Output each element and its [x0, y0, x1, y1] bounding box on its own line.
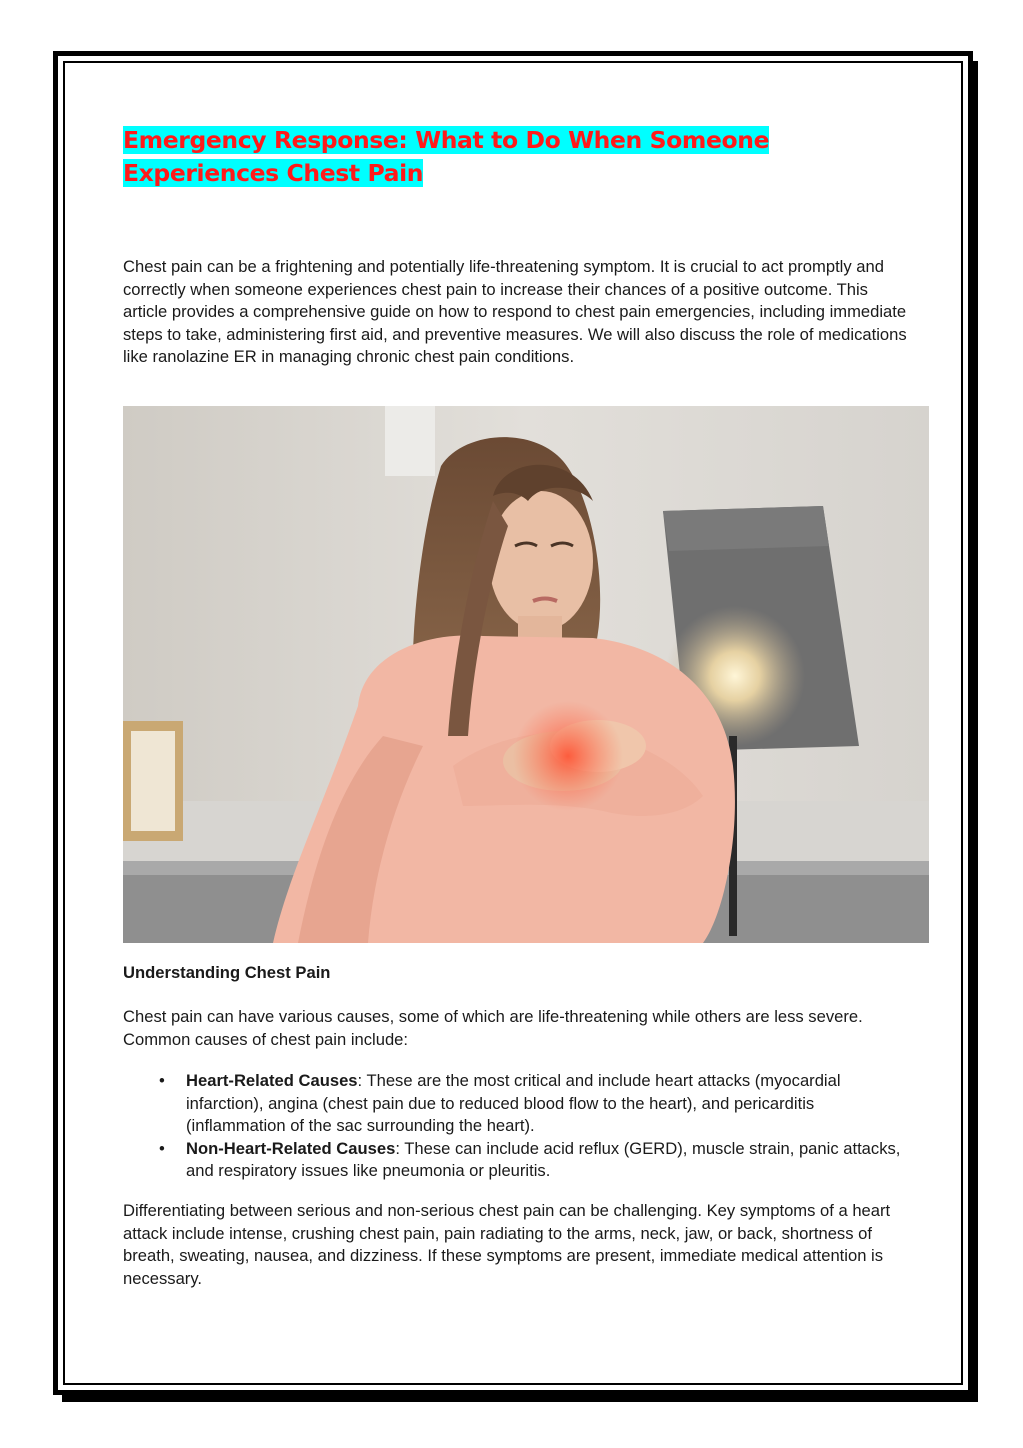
list-item	[123, 1138, 913, 1183]
bullet-text: : These are the most critical and include heart attacks (myocardial infarction), angina (chest pain due to reduced blood flow to the heart), and pericarditis (inflammation of the sac surrounding the heart).	[186, 1071, 841, 1135]
list-item	[123, 1070, 913, 1138]
bullet-term: Non-Heart-Related Causes	[186, 1138, 396, 1158]
article-title-text: Emergency Response: What to Do When Someone Experiences Chest Pain	[123, 126, 770, 187]
section-heading: Understanding Chest Pain	[123, 963, 331, 982]
bullet-term: Heart-Related Causes	[186, 1071, 358, 1090]
article-title	[123, 124, 843, 190]
intro-paragraph: Chest pain can be a frightening and potentially life-threatening symptom. It is crucial to act promptly and correctly when someone experiences chest pain to increase their chances of a positive outcome. This article provides a comprehensive guide on how to respond to chest pain emergencies, including immediate steps to take, administering first aid, and preventive measures. We will also discuss the role of medications like ranolazine ER in managing chronic chest pain conditions.	[123, 257, 907, 366]
hero-photo-woman-chest-pain	[123, 406, 929, 943]
bullet-glyph: •	[159, 1138, 165, 1158]
closing-paragraph: Differentiating between serious and non-serious chest pain can be challenging. Key symptoms of a heart attack include intense, crushing chest pain, pain radiating to the arms, neck, jaw, or back, shortness of breath, sweating, nausea, and dizziness. If these symptoms are present, immediate medical attention is necessary.	[123, 1201, 891, 1288]
section-intro-paragraph: Chest pain can have various causes, some of which are life-threatening while others are less severe. Common causes of chest pain include:	[123, 1007, 863, 1049]
bullet-text: : These can include acid reflux (GERD), muscle strain, panic attacks, and respiratory issues like pneumonia or pleuritis.	[186, 1138, 901, 1180]
causes-list	[123, 1070, 913, 1183]
bullet-glyph: •	[159, 1071, 165, 1090]
